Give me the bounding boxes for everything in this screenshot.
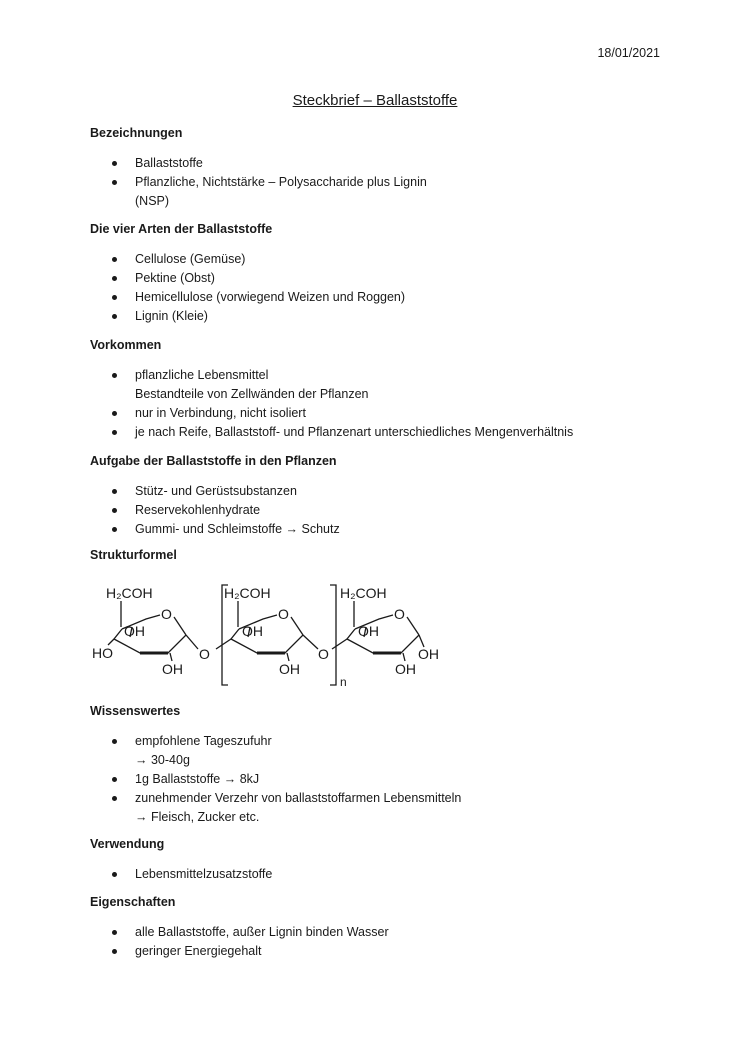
list-item-text: pflanzliche Lebensmittel [135,368,269,382]
section-arten [90,221,690,326]
list-item-text: Pflanzliche, Nichtstärke – Polysaccharide plus Lignin [135,175,427,189]
list-item [90,923,690,942]
list-item-text: Cellulose (Gemüse) [135,252,246,266]
structural-formula [88,577,440,687]
list-item [90,173,690,211]
ch2oh-label-1: H₂COH [106,585,153,601]
section-heading: Strukturformel [90,548,177,562]
list-item-text: Lignin (Kleie) [135,309,208,323]
bullet-list [90,732,690,827]
list-item-text: → 30-40g [135,753,190,767]
list-item [90,482,690,501]
bullet-list [90,923,690,961]
repeat-n-label: n [340,675,347,687]
bullet-list [90,482,690,539]
section-verwendung [90,836,690,884]
document-date: 18/01/2021 [597,46,660,60]
bullet-list [90,250,690,326]
list-item [90,732,690,770]
list-item-text: Hemicellulose (vorwiegend Weizen und Roggen) [135,290,406,304]
section-eigenschaften [90,894,690,961]
list-item-text: Ballaststoffe [135,156,203,170]
bullet-list [90,366,690,442]
list-item-text: Gummi- und Schleimstoffe → Schutz [135,522,340,536]
list-item-text: Reservekohlenhydrate [135,503,261,517]
list-item [90,307,690,326]
list-item-text: Stütz- und Gerüstsubstanzen [135,484,297,498]
list-item-text: (NSP) [135,194,170,208]
bullet-list [90,865,690,884]
document-title: Steckbrief – Ballaststoffe [292,92,458,109]
section-vorkommen [90,337,690,442]
list-item [90,154,690,173]
section-wissenswertes [90,703,690,827]
list-item-text: 1g Ballaststoffe → 8kJ [135,772,260,786]
list-item [90,404,690,423]
section-aufgabe [90,453,690,539]
list-item-text: Bestandteile von Zellwänden der Pflanzen [135,387,369,401]
oh-label-5: OH [358,623,379,639]
section-heading: Verwendung [90,837,165,851]
list-item [90,250,690,269]
list-item-text: nur in Verbindung, nicht isoliert [135,406,306,420]
list-item [90,501,690,520]
bridge-oxygen-label-1: O [199,646,210,662]
list-item-text: empfohlene Tageszufuhr [135,734,272,748]
section-heading: Aufgabe der Ballaststoffe in den Pflanzen [90,454,337,468]
oh-label-4: OH [279,661,300,677]
list-item-text: Pektine (Obst) [135,271,215,285]
list-item-text: Lebensmittelzusatzstoffe [135,867,273,881]
section-strukturformel [90,547,690,576]
list-item [90,865,690,884]
section-heading: Eigenschaften [90,895,176,909]
oh-label-2: OH [162,661,183,677]
list-item [90,423,690,442]
section-bezeichnungen [90,125,690,211]
list-item [90,269,690,288]
list-item-text: geringer Energiegehalt [135,944,262,958]
ch2oh-label-3: H₂COH [340,585,387,601]
list-item [90,770,690,789]
list-item-text: je nach Reife, Ballaststoff- und Pflanzenart unterschiedliches Mengenverhältnis [135,425,574,439]
ho-label: HO [92,645,113,661]
list-item-text: → Fleisch, Zucker etc. [135,810,260,824]
ring-oxygen-label-2: O [278,606,289,622]
oh-label-7: OH [418,646,439,662]
bridge-oxygen-label-2: O [318,646,329,662]
section-heading: Die vier Arten der Ballaststoffe [90,222,273,236]
section-heading: Bezeichnungen [90,126,183,140]
list-item [90,288,690,307]
section-heading: Wissenswertes [90,704,181,718]
ch2oh-label-2: H₂COH [224,585,271,601]
ring-oxygen-label-3: O [394,606,405,622]
oh-label-3: OH [242,623,263,639]
list-item-text: zunehmender Verzehr von ballaststoffarmen Lebensmitteln [135,791,462,805]
list-item [90,789,690,827]
oh-label-6: OH [395,661,416,677]
oh-label-1: OH [124,623,145,639]
bullet-list [90,154,690,211]
list-item [90,520,690,539]
list-item [90,942,690,961]
ring-oxygen-label-1: O [161,606,172,622]
section-heading: Vorkommen [90,338,162,352]
list-item [90,366,690,404]
list-item-text: alle Ballaststoffe, außer Lignin binden Wasser [135,925,389,939]
